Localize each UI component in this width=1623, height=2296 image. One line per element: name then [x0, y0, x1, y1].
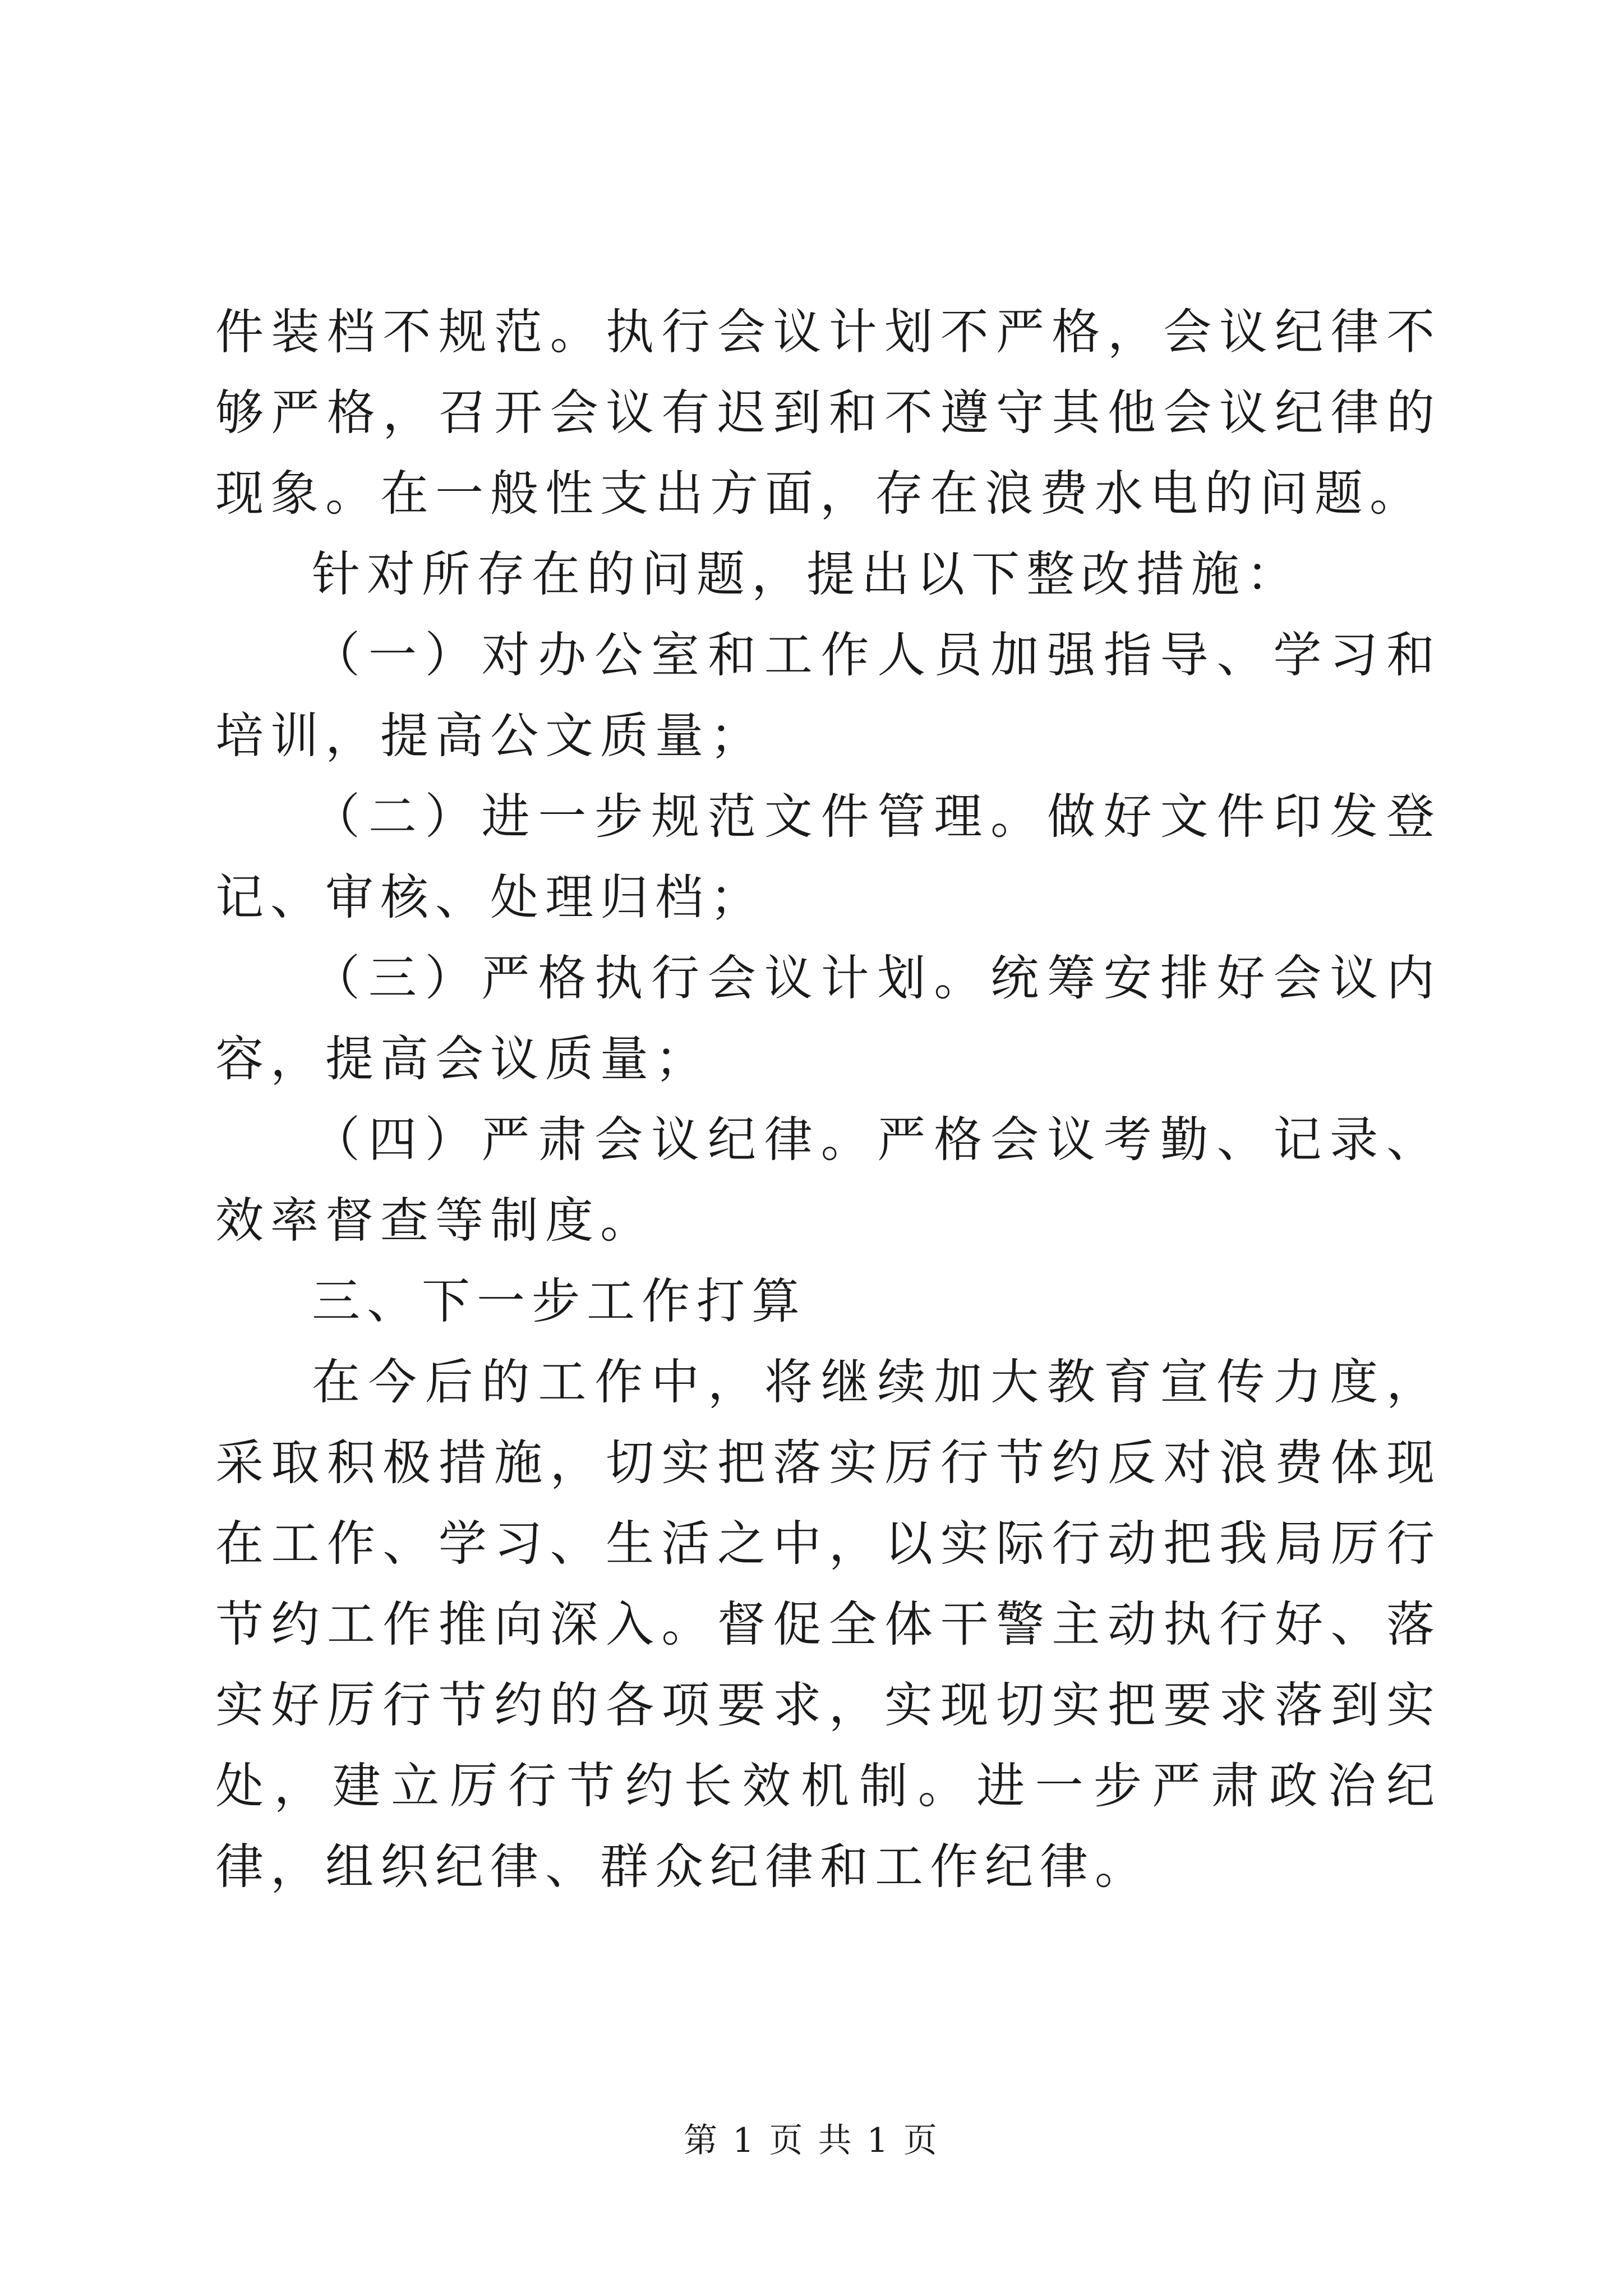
section-heading: 三、下一步工作打算 [312, 1273, 806, 1329]
paragraph-continuation: 件装档不规范。执行会议计划不严格，会议纪律不够严格，召开会议有迟到和不遵守其他会议纪律的现象。在一般性支出方面，存在浪费水电的问题。 [215, 304, 1441, 522]
paragraph-measure-3: （三）严格执行会议计划。统筹安排好会议内容，提高会议质量； [215, 950, 1441, 1087]
document-body [215, 292, 1441, 1907]
page-footer: 第 1 页 共 1 页 [684, 2121, 939, 2160]
paragraph-next-steps: 在今后的工作中，将继续加大教育宣传力度，采取积极措施，切实把落实厉行节约反对浪费体现在工作、学习、生活之中，以实际行动把我局厉行节约工作推向深入。督促全体干警主动执行好、落实好厉行节约的各项要求，实现切实把要求落到实处，建立厉行节约长效机制。进一步严肃政治纪律，组织纪律、群众纪律和工作纪律。 [215, 1354, 1441, 1895]
paragraph-measure-4: （四）严肃会议纪律。严格会议考勤、记录、效率督查等制度。 [215, 1112, 1441, 1249]
paragraph-measure-1: （一）对办公室和工作人员加强指导、学习和培训，提高公文质量； [215, 627, 1441, 764]
paragraph-measure-2: （二）进一步规范文件管理。做好文件印发登记、审核、处理归档； [215, 789, 1441, 926]
paragraph-measures-intro: 针对所存在的问题，提出以下整改措施： [312, 546, 1301, 602]
